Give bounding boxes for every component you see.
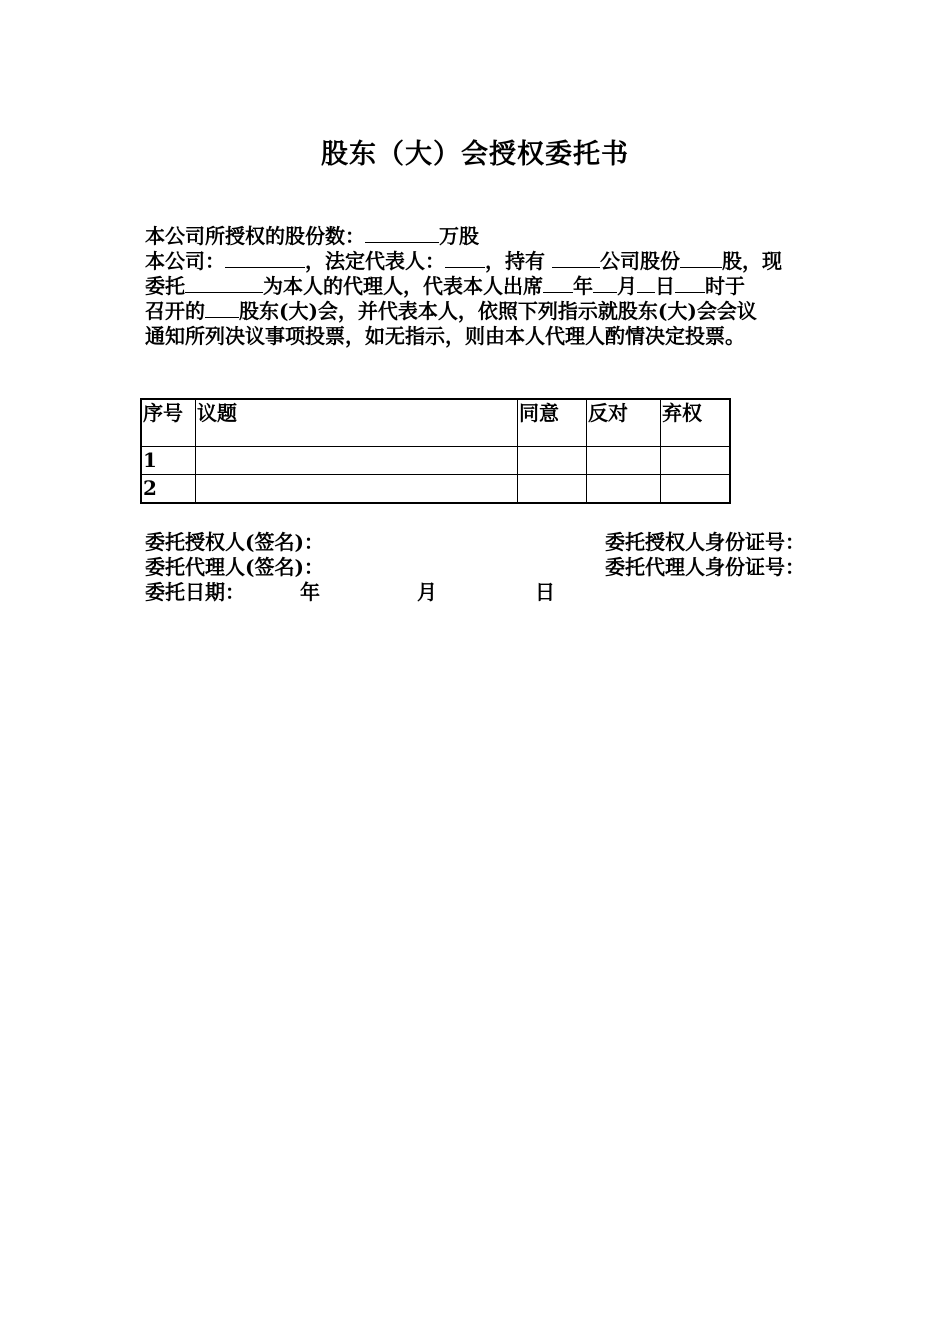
principal-signature-label: 委托授权人(签名)： [145, 530, 324, 554]
paragraph-line-2 [145, 249, 815, 274]
row-index: 2 [141, 475, 196, 504]
company-blank [225, 249, 305, 268]
row-index: 1 [141, 447, 196, 475]
authorization-paragraph [145, 224, 815, 349]
shares-label: 本公司所授权的股份数： [145, 224, 365, 248]
held-label: 召开的 [145, 299, 205, 323]
holding-label: ，持有 [485, 249, 545, 273]
document-title: 股东（大）会授权委托书 [321, 139, 629, 170]
header-topic: 议题 [196, 399, 518, 447]
voting-table [140, 398, 731, 504]
row-agree [518, 447, 587, 475]
row-oppose [587, 447, 661, 475]
hour-blank [675, 274, 705, 293]
meeting-blank [205, 299, 239, 318]
company-label: 本公司： [145, 249, 225, 273]
legal-rep-blank [445, 249, 485, 268]
month-label: 月 [617, 274, 637, 298]
meeting-text: 股东(大)会，并代表本人，依照下列指示就股东(大)会会议 [239, 299, 757, 323]
agent-name-blank [185, 274, 263, 293]
day-blank [637, 274, 655, 293]
hour-label: 时于 [705, 274, 745, 298]
row-abstain [661, 447, 731, 475]
shares-blank [365, 224, 439, 243]
date-day: 日 [535, 580, 555, 604]
header-index: 序号 [141, 399, 196, 447]
header-agree: 同意 [518, 399, 587, 447]
agent-signature-label: 委托代理人(签名)： [145, 555, 324, 579]
table-header-row [141, 399, 730, 447]
paragraph-line-3 [145, 274, 815, 299]
principal-id-label: 委托授权人身份证号： [605, 530, 805, 554]
paragraph-line-1 [145, 224, 815, 249]
day-label: 日 [655, 274, 675, 298]
row-abstain [661, 475, 731, 504]
company-shares-label: 公司股份 [599, 249, 680, 273]
year-blank [543, 274, 573, 293]
date-month: 月 [417, 580, 437, 604]
year-label: 年 [573, 274, 593, 298]
table-row [141, 447, 730, 475]
share-count-blank [680, 249, 722, 268]
row-agree [518, 475, 587, 504]
entrust-date-row [145, 580, 645, 605]
date-year: 年 [300, 580, 320, 604]
company-name-blank [552, 249, 600, 268]
legal-rep-label: ，法定代表人： [305, 249, 445, 273]
attend-label: 为本人的代理人，代表本人出席 [263, 274, 543, 298]
shares-unit: 万股 [439, 224, 479, 248]
date-label: 委托日期： [145, 580, 245, 604]
row-topic [196, 475, 518, 504]
month-blank [593, 274, 617, 293]
signature-left-block [145, 530, 324, 580]
share-unit-label: 股，现 [721, 249, 782, 273]
header-abstain: 弃权 [661, 399, 731, 447]
entrust-label: 委托 [145, 274, 185, 298]
signature-right-block [605, 530, 805, 580]
paragraph-line-5: 通知所列决议事项投票，如无指示，则由本人代理人酌情决定投票。 [145, 324, 745, 348]
header-oppose: 反对 [587, 399, 661, 447]
row-topic [196, 447, 518, 475]
row-oppose [587, 475, 661, 504]
paragraph-line-4 [145, 299, 815, 324]
table-row [141, 475, 730, 504]
agent-id-label: 委托代理人身份证号： [605, 555, 805, 579]
